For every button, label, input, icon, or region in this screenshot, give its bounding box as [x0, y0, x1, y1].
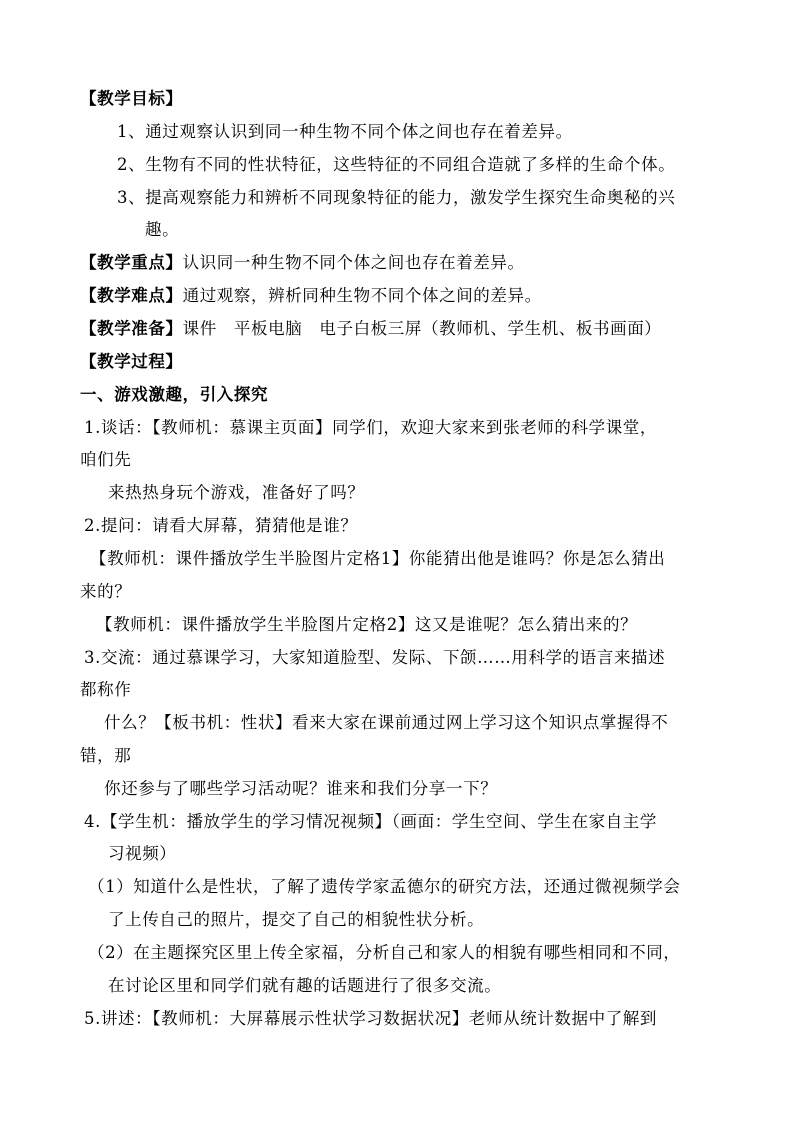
process-line-16: 了上传自己的照片，提交了自己的相貌性状分析。 [108, 910, 485, 929]
process-line-10: 什么？【板书机：性状】看来大家在课前通过网上学习这个知识点掌握得不 [104, 713, 669, 732]
section-1-title: 一、游戏激趣，引入探究 [80, 385, 269, 404]
process-line-2: 咱们先 [80, 450, 132, 469]
process-line-8: 3.交流：通过慕课学习，大家知道脸型、发际、下颌……用科学的语言来描述 [84, 648, 666, 667]
process-line-17: （2）在主题探究区里上传全家福，分析自己和家人的相貌有哪些相同和不同， [88, 943, 681, 962]
process-line-7: 【教师机：课件播放学生半脸图片定格2】这又是谁呢？怎么猜出来的？ [96, 615, 638, 634]
process-line-9: 都称作 [80, 680, 132, 699]
difficulty-heading: 【教学难点】 [80, 286, 183, 305]
process-line-19: 5.讲述：【教师机：大屏幕展示性状学习数据状况】老师从统计数据中了解到 [84, 1009, 657, 1028]
preparation-text: 课件 平板电脑 电子白板三屏（教师机、学生机、板书画面） [182, 319, 662, 338]
key-point-heading: 【教学重点】 [80, 253, 183, 272]
process-line-5: 【教师机：课件播放学生半脸图片定格1】你能猜出他是谁吗？你是怎么猜出 [90, 549, 666, 568]
objective-item-3: 3、提高观察能力和辨析不同现象特征的能力，激发学生探究生命奥秘的兴 [117, 188, 676, 207]
process-line-11: 错，那 [80, 746, 132, 765]
objective-item-1: 1、通过观察认识到同一种生物不同个体之间也存在着差异。 [117, 122, 573, 141]
process-line-13: 4.【学生机：播放学生的学习情况视频】（画面：学生空间、学生在家自主学 [84, 812, 657, 831]
process-line-3: 来热热身玩个游戏，准备好了吗？ [108, 483, 365, 502]
process-heading: 【教学过程】 [80, 352, 183, 371]
process-line-1: 1.谈话：【教师机：慕课主页面】同学们，欢迎大家来到张老师的科学课堂， [84, 418, 657, 437]
process-line-12: 你还参与了哪些学习活动呢？谁来和我们分享一下？ [104, 779, 498, 798]
process-line-6: 来的？ [80, 582, 132, 601]
key-point-row [80, 252, 525, 274]
process-line-15: （1）知道什么是性状，了解了遗传学家孟德尔的研究方法，还通过微视频学会 [88, 877, 681, 896]
key-point-text: 认识同一种生物不同个体之间也存在着差异。 [182, 253, 525, 272]
process-line-14: 习视频） [108, 844, 177, 863]
process-line-4: 2.提问：请看大屏幕，猜猜他是谁？ [84, 516, 358, 535]
objective-item-3-continued: 趣。 [145, 220, 180, 239]
objectives-heading: 【教学目标】 [80, 89, 183, 108]
process-line-18: 在讨论区里和同学们就有趣的话题进行了很多交流。 [108, 976, 502, 995]
preparation-row [80, 318, 661, 340]
objective-item-2: 2、生物有不同的性状特征，这些特征的不同组合造就了多样的生命个体。 [117, 155, 676, 174]
difficulty-text: 通过观察，辨析同种生物不同个体之间的差异。 [182, 286, 542, 305]
difficulty-row [80, 285, 542, 307]
preparation-heading: 【教学准备】 [80, 319, 183, 338]
